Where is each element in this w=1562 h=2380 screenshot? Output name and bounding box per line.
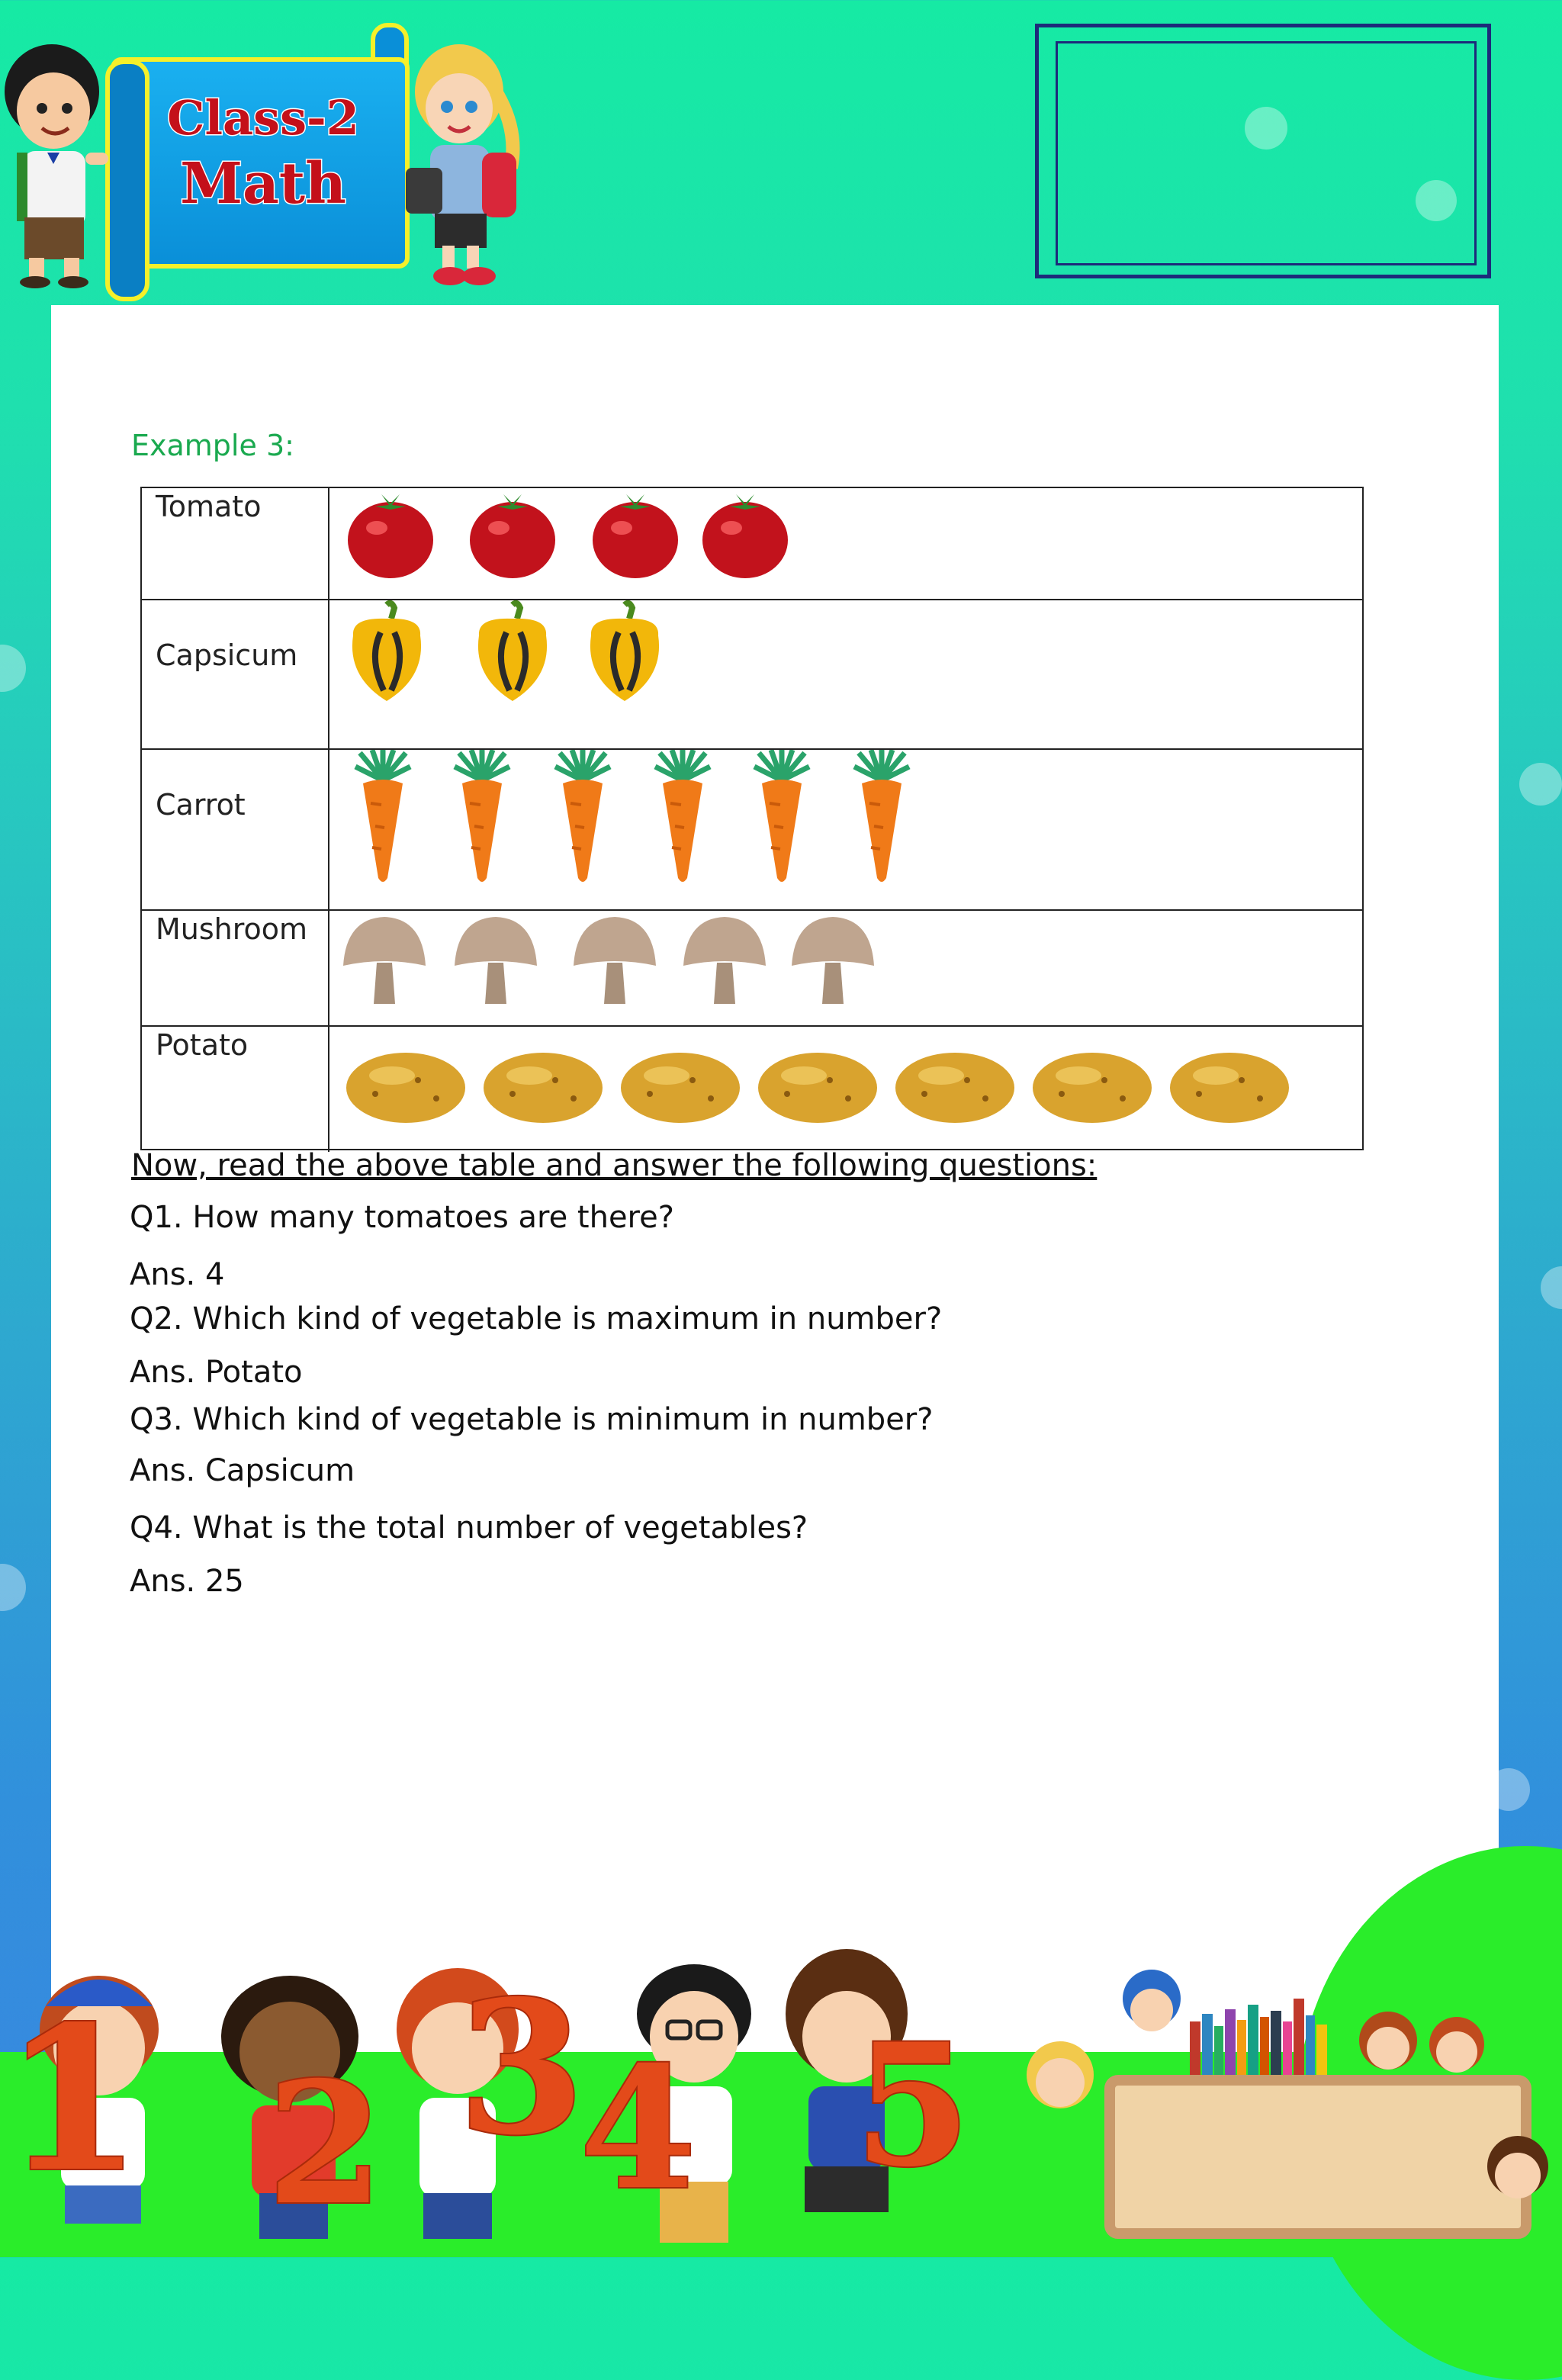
potato-icon [757,1050,879,1126]
table-row [142,1027,1362,1152]
potato-icon [894,1050,1016,1126]
row-pictures [329,600,1362,748]
tomato-icon [345,490,436,581]
tomato-icon [590,490,681,581]
row-label: Carrot [142,750,329,909]
bubble-decor [0,645,26,692]
row-pictures [329,488,1362,599]
mushroom-icon [450,912,542,1008]
answer-3: Ans. Capsicum [130,1453,355,1488]
row-pictures [329,750,1362,909]
potato-icon [619,1050,741,1126]
capsicum-icon [467,600,558,707]
boy-illustration [0,38,114,290]
question-4: Q4. What is the total number of vegetables? [130,1510,808,1545]
tomato-icon [467,490,558,581]
potato-icon [1031,1050,1153,1126]
carrot-icon [836,750,927,887]
question-2: Q2. Which kind of vegetable is maximum in number? [130,1301,943,1336]
carrot-icon [337,750,429,887]
example-title: Example 3: [131,429,294,462]
number-three: 3 [458,1960,585,2176]
question-3: Q3. Which kind of vegetable is minimum in number? [130,1402,934,1437]
carrot-icon [436,750,528,887]
bubble-decor [0,1564,26,1611]
potato-icon [1168,1050,1290,1126]
carrot-icon [637,750,728,887]
table-row [142,488,1362,600]
answer-1: Ans. 4 [130,1257,225,1292]
mushroom-icon [787,912,879,1008]
number-four: 4 [580,2029,697,2227]
header-frame-inner [1056,41,1477,265]
table-row [142,750,1362,911]
girl-illustration [397,38,526,290]
bubble-decor [1519,763,1562,806]
row-label: Potato [142,1027,329,1152]
banner-class-label: Class-2 [167,90,359,146]
row-pictures [329,911,1362,1025]
question-1: Q1. How many tomatoes are there? [130,1200,674,1235]
number-one: 1 [4,1983,142,2216]
potato-icon [345,1050,467,1126]
carrot-icon [537,750,628,887]
table-row [142,911,1362,1027]
capsicum-icon [341,600,432,707]
mushroom-icon [679,912,770,1008]
row-label: Tomato [142,488,329,599]
table-row [142,600,1362,750]
mushroom-icon [339,912,430,1008]
potato-icon [482,1050,604,1126]
row-label: Capsicum [142,600,329,748]
capsicum-icon [579,600,670,707]
answer-4: Ans. 25 [130,1564,244,1599]
number-two: 2 [267,2044,384,2242]
mushroom-icon [569,912,660,1008]
pictograph-table [140,487,1364,1150]
answer-2: Ans. Potato [130,1355,303,1390]
row-label: Mushroom [142,911,329,1025]
bubble-decor [1541,1266,1562,1309]
instructions: Now, read the above table and answer the following questions: [131,1148,1098,1183]
carrot-icon [736,750,828,887]
row-pictures [329,1027,1362,1152]
banner-subject-label: Math [180,151,346,217]
number-five: 5 [854,2006,972,2204]
tomato-icon [699,490,791,581]
kids-at-board-illustration [1014,1968,1562,2257]
